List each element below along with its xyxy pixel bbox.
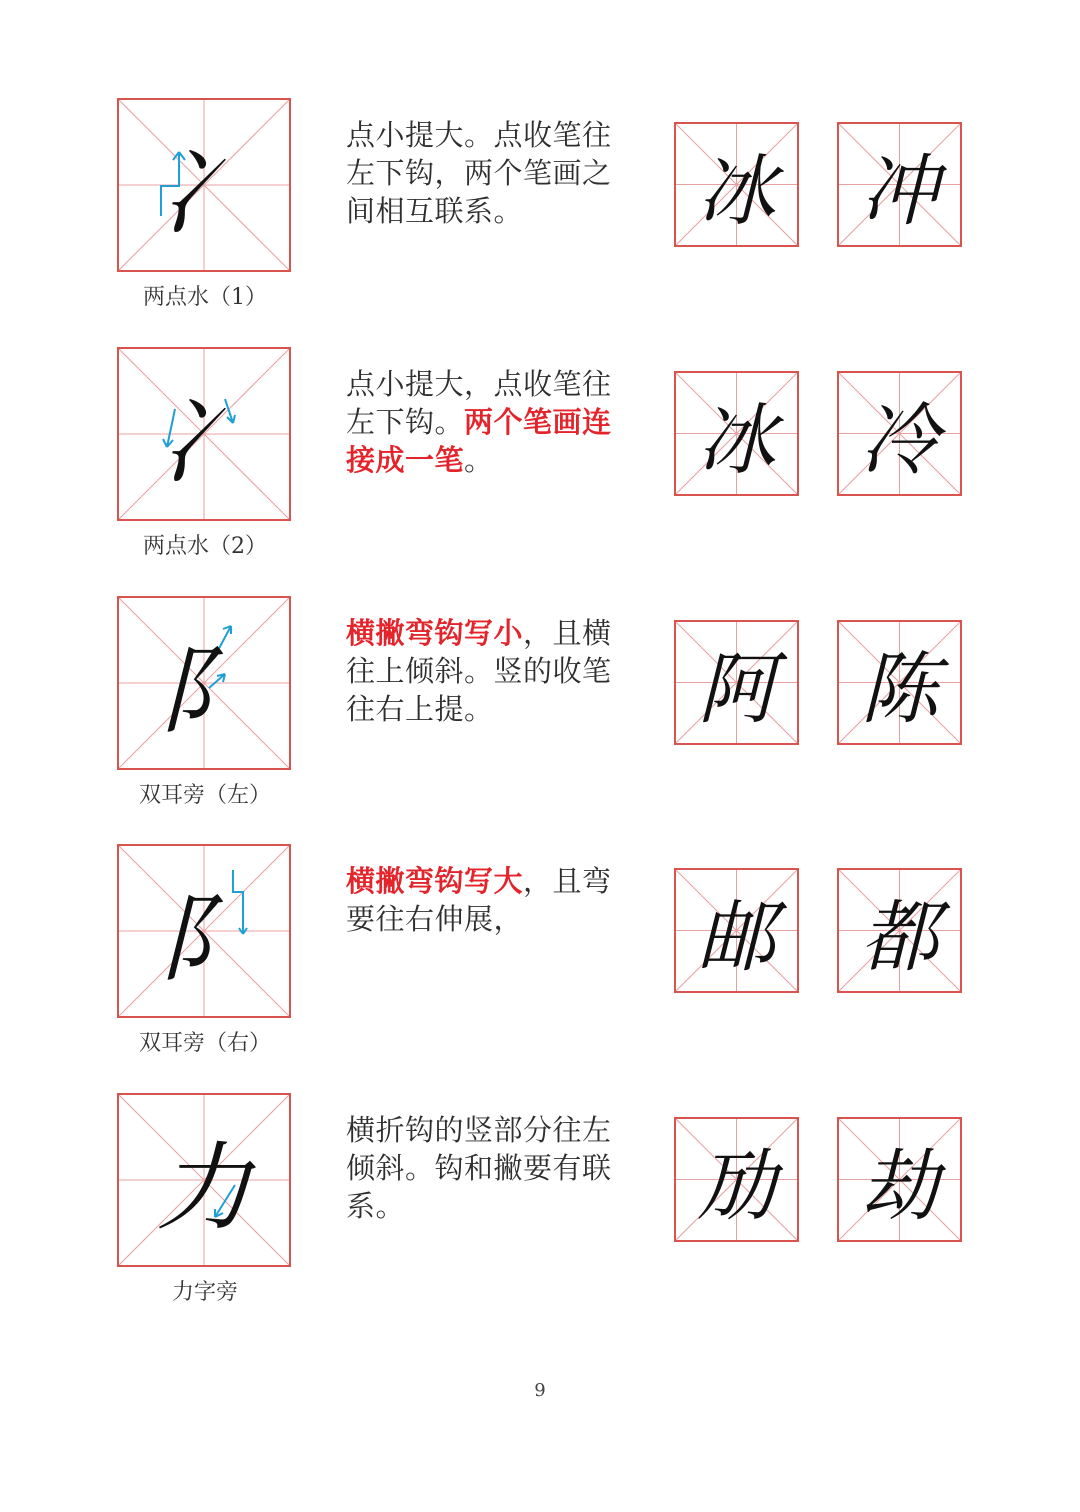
radical-caption: 两点水（2） (143, 534, 267, 559)
example-character: 冰 (697, 146, 776, 237)
radical-caption: 双耳旁（右） (138, 1031, 271, 1056)
example-character-box (674, 371, 799, 496)
example-character: 劢 (697, 1141, 776, 1232)
example-character-box (674, 620, 799, 745)
description-text: 。 (464, 443, 494, 477)
stroke-description (346, 116, 636, 230)
stroke-demo-box (117, 347, 291, 521)
example-character-box (837, 1117, 962, 1242)
example-character: 冲 (860, 146, 939, 237)
stroke-description (346, 365, 636, 479)
stroke-demo-box (117, 844, 291, 1018)
example-character: 邮 (697, 892, 776, 983)
radical-glyph: 阝 (156, 634, 252, 747)
page-number: 9 (534, 1380, 546, 1401)
example-character: 都 (860, 892, 939, 983)
description-text: 点小提大，点收笔往左下钩。 (346, 367, 612, 439)
stroke-description (346, 1111, 636, 1225)
radical-caption: 力字旁 (171, 1280, 238, 1305)
radical-glyph: 冫 (156, 385, 252, 498)
highlight-text: 横撇弯钩写小 (346, 616, 524, 650)
lesson-row (0, 98, 1080, 348)
lesson-row (0, 1093, 1080, 1343)
stroke-description (346, 862, 636, 938)
example-character: 阿 (697, 644, 776, 735)
example-character-box (674, 122, 799, 247)
radical-caption: 双耳旁（左） (138, 783, 271, 808)
highlight-text: 两个笔画连接成一笔 (346, 405, 612, 477)
example-character: 冰 (697, 395, 776, 486)
stroke-demo-box (117, 596, 291, 770)
radical-caption: 两点水（1） (143, 285, 267, 310)
example-character-box (837, 371, 962, 496)
highlight-text: 横撇弯钩写大 (346, 864, 524, 898)
stroke-demo-box (117, 1093, 291, 1267)
description-text: 点小提大。点收笔往左下钩，两个笔画之间相互联系。 (346, 118, 612, 228)
radical-glyph: 冫 (156, 136, 252, 249)
stroke-demo-box (117, 98, 291, 272)
radical-glyph: 力 (156, 1131, 252, 1244)
example-character: 冷 (860, 395, 939, 486)
lesson-row (0, 844, 1080, 1094)
example-character-box (837, 122, 962, 247)
radical-glyph: 阝 (156, 882, 252, 995)
description-text: ，且弯要往右伸展， (346, 864, 612, 936)
stroke-description (346, 614, 636, 728)
description-text: ，且横往上倾斜。竖的收笔往右上提。 (346, 616, 612, 726)
lesson-row (0, 596, 1080, 846)
example-character-box (837, 620, 962, 745)
example-character: 劫 (860, 1141, 939, 1232)
example-character-box (837, 868, 962, 993)
example-character-box (674, 868, 799, 993)
lesson-row (0, 347, 1080, 597)
example-character: 陈 (860, 644, 939, 735)
description-text: 横折钩的竖部分往左倾斜。钩和撇要有联系。 (346, 1113, 612, 1223)
example-character-box (674, 1117, 799, 1242)
